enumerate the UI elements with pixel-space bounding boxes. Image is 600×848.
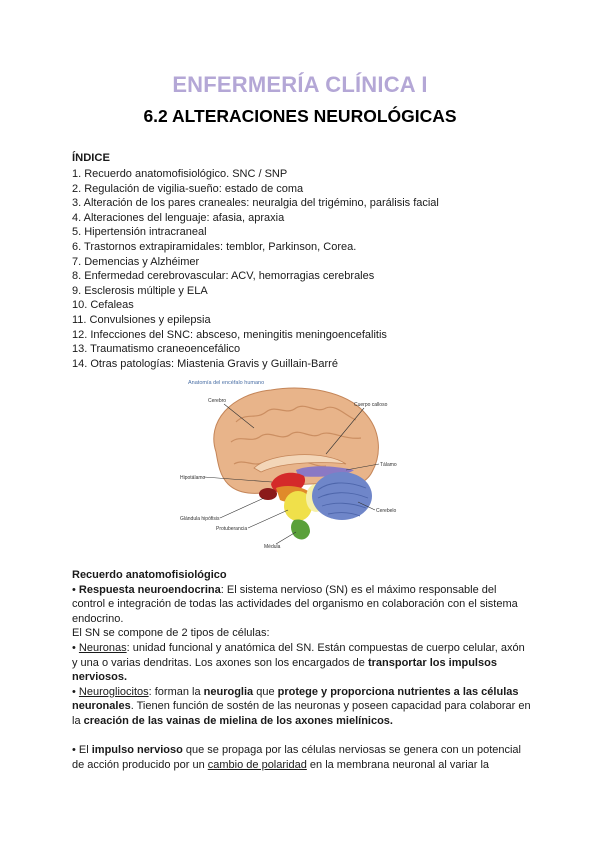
section-heading: Recuerdo anatomofisiológico (72, 569, 227, 581)
label-cerebelo: Cerebelo (376, 508, 397, 514)
index-item: 4. Alteraciones del lenguaje: afasia, apraxia (72, 211, 285, 224)
figure-caption: Anatomía del encéfalo humano (188, 380, 265, 386)
paragraph-impulso: • El impulso nervioso que se propaga por las células nerviosas se genera con un potencial de acción producido por un cambio de polaridad en la membrana neuronal al variar la (72, 744, 521, 771)
label-cerebro: Cerebro (208, 398, 227, 404)
label-medula: Médula (264, 544, 281, 550)
index-item: 1. Recuerdo anatomofisiológico. SNC / SNP (72, 168, 288, 180)
label-cuerpo-calloso: Cuerpo calloso (354, 402, 388, 408)
document-title: ENFERMERÍA CLÍNICA I (172, 72, 428, 97)
label-glandula: Glándula hipófisis (180, 516, 220, 522)
index-item: 6. Trastornos extrapiramidales: temblor, Parkinson, Corea. (72, 240, 357, 253)
index-item: 12. Infecciones del SNC: absceso, meningitis meningoencefalitis (72, 328, 387, 341)
paragraph-neuronas: • Neuronas: unidad funcional y anatómica del SN. Están compuestas de cuerpo celular, axón y una o varias dendritas. Los axones son los encargados de transportar los impulsos nerviosos. (72, 641, 525, 684)
index-item: 14. Otras patologías: Miastenia Gravis y Guillain-Barré (72, 357, 338, 370)
index-item: 3. Alteración de los pares craneales: neuralgia del trigémino, parálisis facial (72, 197, 439, 210)
index-item: 8. Enfermedad cerebrovascular: ACV, hemorragias cerebrales (72, 270, 375, 283)
label-protuberancia: Protuberancia (216, 526, 248, 532)
index-item: 5. Hipertensión intracraneal (72, 226, 207, 239)
paragraph-neurogliocitos: • Neurogliocitos: forman la neuroglia que protege y proporciona nutrientes a las células neuronales. Tienen función de sostén de las neuronas y poseen capacidad para colaborar en la creación de las vainas de mielina de los axones mielínicos. (72, 685, 531, 727)
index-item: 9. Esclerosis múltiple y ELA (72, 284, 208, 297)
anatomy-section (72, 568, 532, 772)
index-list (72, 167, 439, 371)
index-item: 7. Demencias y Alzhéimer (72, 255, 200, 268)
brain-anatomy-figure (176, 372, 412, 562)
document-subtitle: 6.2 ALTERACIONES NEUROLÓGICAS (143, 106, 457, 126)
label-hipotalamo: Hipotálamo (180, 475, 206, 481)
paragraph-tipos: El SN se compone de 2 tipos de células: (72, 627, 270, 640)
index-item: 10. Cefaleas (72, 299, 134, 312)
index-item: 11. Convulsiones y epilepsia (72, 313, 211, 326)
label-talamo: Tálamo (380, 462, 397, 468)
index-item: 2. Regulación de vigilia-sueño: estado de coma (72, 182, 304, 195)
paragraph-respuesta: • Respuesta neuroendocrina: El sistema nervioso (SN) es el máximo responsable del control e integración de todas las actividades del organismo en colaboración con el sistema endocrino. (72, 583, 518, 625)
index-heading: ÍNDICE (72, 152, 110, 164)
pituitary-shape (259, 488, 277, 500)
index-item: 13. Traumatismo craneoencefálico (72, 343, 241, 356)
